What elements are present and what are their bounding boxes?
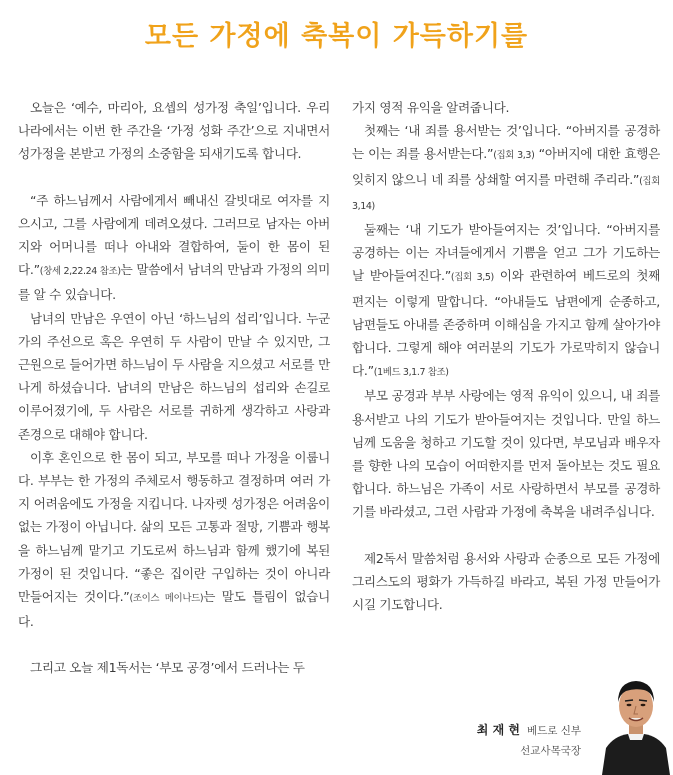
citation: (집회 3,14): [352, 175, 660, 212]
citation: (1베드 3,1.7 참조): [373, 367, 449, 379]
paragraph: 부모 공경과 부부 사랑에는 영적 유익이 있으니, 내 죄를 용서받고 나의 기도가 받아들여지는 것입니다. 만일 하느님께 도움을 청하고 기도할 것이 있다면, 부모님과 배우자를 향한 나의 모습이 어떠한지를 먼저 돌아보는 것도 필요합니다. 하느님은 가족이 서로 사랑하면서 부모를 공경하기를 바라셨고, 그런 사람과 가정에 축복을 내려주십니다.: [352, 388, 660, 520]
author-signature: [477, 720, 581, 761]
author-role: 베드로 신부: [526, 725, 581, 737]
paragraph: 제2독서 말씀처럼 용서와 사랑과 순종으로 모든 가정에 그리스도의 평화가 가득하길 바라고, 복된 가정 만들어가시길 기도합니다.: [352, 550, 660, 613]
citation: (창세 2,22.24 참조): [39, 266, 121, 278]
right-column: [352, 96, 660, 616]
author-org: 선교사목국장: [520, 745, 581, 757]
citation: (집회 3,3): [493, 150, 535, 162]
paragraph: “주 하느님께서 사람에게서 빼내신 갈빗대로 여자를 지으시고, 그를 사람에게 데려오셨다. 그러므로 남자는 아버지와 어머니를 떠나 아내와 결합하여, 둘이 한 몸이 된다.”(창세 2,22.24 참조)는 말씀에서 남녀의 만남과 가정의 의미를 알 수 있습니다.: [18, 192, 330, 303]
paragraph: 그리고 오늘 제1독서는 ‘부모 공경’에서 드러나는 두: [30, 660, 305, 676]
article-title: 모든 가정에 축복이 가득하기를: [144, 21, 529, 52]
paragraph: 오늘은 ‘예수, 마리아, 요셉의 성가정 축일’입니다. 우리나라에서는 이번 한 주간을 ‘가정 성화 주간’으로 지내면서 성가정을 본받고 가정의 소중함을 되새기도록 합니다.: [18, 100, 330, 162]
author-photo: [600, 668, 672, 775]
paragraph: 첫째는 ‘내 죄를 용서받는 것’입니다. “아버지를 공경하는 이는 죄를 용서받는다.”(집회 3,3) “아버지에 대한 효행은 잊히지 않으니 네 죄를 상쇄할 여지를 마련해 주리라.”(집회 3,14): [352, 123, 661, 212]
citation: (집회 3,5): [450, 272, 494, 284]
paragraph: 둘째는 ‘내 기도가 받아들여지는 것’입니다. “아버지를 공경하는 이는 자녀들에게서 기쁨을 얻고 그가 기도하는 날 받아들여진다.”(집회 3,5) 이와 관련하여 베드로의 첫째 편지는 이렇게 말합니다. “아내들도 남편에게 순종하고, 남편들도 아내를 존중하며 이해심을 가지고 함께 살아가야 합니다. 그렇게 해야 여러분의 기도가 가로막히지 않습니다.”(1베드 3,1.7 참조): [352, 222, 660, 379]
left-column: [18, 96, 330, 680]
priest-portrait-icon: [600, 668, 672, 775]
author-name: 최 재 현: [476, 723, 520, 737]
paragraph: 남녀의 만남은 우연이 아닌 ‘하느님의 섭리’입니다. 누군가의 주선으로 혹은 우연히 두 사람이 만날 수 있지만, 그 근원으로 들어가면 하느님이 두 사람을 지으셨고 서로를 만나게 하셨습니다. 남녀의 만남은 하느님의 섭리와 손길로 이루어졌기에, 두 사람은 서로를 귀하게 생각하고 사랑과 존경으로 대해야 합니다.: [18, 310, 330, 442]
paragraph: 이후 혼인으로 한 몸이 되고, 부모를 떠나 가정을 이룹니다. 부부는 한 가정의 주체로서 행동하고 결정하며 여러 가지 어려움에도 가정을 지킵니다. 나자렛 성가정은 어려움이 없는 가정이 아닙니다. 삶의 모든 고통과 절망, 기쁨과 행복을 하느님께 맡기고 기도로써 하느님과 함께 했기에 복된 가정이 된 것입니다. “좋은 집이란 구입하는 것이 아니라 만들어지는 것이다.”(조이스 메이나드)는 말도 틀림이 없습니다.: [18, 449, 331, 630]
paragraph: 가지 영적 유익을 알려줍니다.: [352, 100, 510, 115]
citation: (조이스 메이나드): [129, 593, 204, 605]
